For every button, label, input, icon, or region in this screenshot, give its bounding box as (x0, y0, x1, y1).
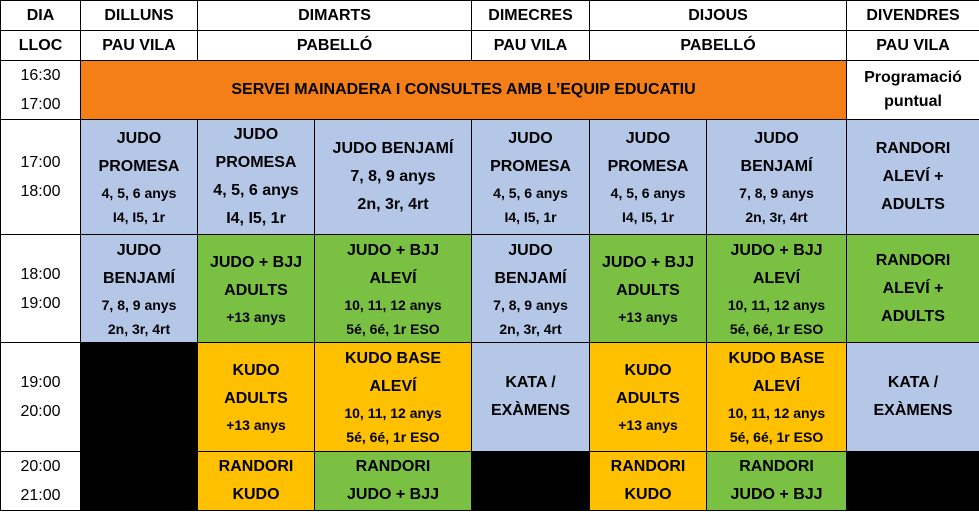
class-cell (707, 235, 847, 343)
cell-line: KUDO BASE (345, 350, 442, 367)
class-cell (847, 235, 979, 343)
header-place-wednesday: PAU VILA (472, 31, 590, 61)
cell-line: JUDO + BJJ (209, 253, 303, 271)
cell-line: 2n, 3r, 4rt (357, 196, 429, 213)
cell-line: JUDO + BJJ (730, 241, 823, 259)
cell-line: ALEVÍ + (882, 168, 944, 185)
cell-line: 10, 11, 12 anys (727, 405, 826, 421)
cell-line: ADULTS (616, 281, 680, 299)
time-end: 20:00 (20, 403, 61, 420)
cell-line: 4, 5, 6 anys (101, 185, 177, 201)
cell-line: +13 anys (618, 417, 678, 433)
class-cell (315, 235, 472, 343)
time-cell (1, 120, 81, 235)
time-cell (1, 61, 81, 120)
time-cell (1, 452, 81, 511)
cell-line: 7, 8, 9 anys (493, 296, 568, 313)
class-cell (198, 343, 315, 452)
cell-line: KATA / (887, 374, 939, 391)
cell-line: I4, I5, 1r (621, 209, 675, 225)
cell-line: EXÀMENS (490, 402, 571, 419)
cell-line: 5é, 6é, 1r ESO (346, 429, 440, 445)
header-place-monday: PAU VILA (81, 31, 198, 61)
cell-line: JUDO (625, 130, 671, 147)
cell-line: puntual (884, 93, 942, 110)
class-cell (472, 343, 590, 452)
time-end: 17:00 (20, 96, 61, 113)
cell-line: JUDO + BJJ (346, 241, 440, 259)
time-cell (1, 235, 81, 343)
cell-line: ADULTS (881, 196, 945, 213)
cell-line: 7, 8, 9 anys (739, 185, 814, 201)
cell-line: ALEVÍ (369, 269, 417, 287)
header-row-day (1, 1, 979, 31)
class-cell (81, 235, 198, 343)
class-cell (472, 120, 590, 235)
cell-line: I4, I5, 1r (504, 209, 557, 225)
cell-line: I4, I5, 1r (112, 209, 166, 225)
cell-line: 10, 11, 12 anys (727, 296, 826, 313)
cell-line: JUDO + BJJ (730, 486, 823, 503)
cell-line: PROMESA (490, 158, 571, 175)
cell-line: ADULTS (616, 390, 680, 407)
cell-line: 10, 11, 12 anys (344, 405, 442, 421)
row-1700 (1, 120, 979, 235)
class-cell (315, 452, 472, 511)
cell-line: 10, 11, 12 anys (344, 296, 442, 313)
cell-line: PROMESA (607, 158, 689, 175)
cell-line: 7, 8, 9 anys (350, 168, 436, 185)
class-cell (472, 235, 590, 343)
time-end: 19:00 (20, 294, 61, 312)
cell-line: 2n, 3r, 4rt (745, 209, 808, 225)
cell-line: EXÀMENS (873, 402, 953, 419)
class-cell (707, 452, 847, 511)
class-cell (590, 235, 707, 343)
header-day-friday: DIVENDRES (847, 1, 979, 31)
class-cell (198, 235, 315, 343)
time-end: 18:00 (20, 183, 61, 200)
header-place-friday: PAU VILA (847, 31, 979, 61)
cell-line: BENJAMÍ (740, 158, 813, 175)
cell-line: ALEVÍ (369, 378, 417, 395)
cell-line: JUDO (233, 126, 279, 143)
cell-line: 7, 8, 9 anys (101, 296, 177, 313)
cell-line: 4, 5, 6 anys (610, 185, 686, 201)
class-cell (590, 120, 707, 235)
header-dia: DIA (1, 1, 81, 31)
cell-line: I4, I5, 1r (226, 210, 286, 227)
cell-line: KUDO (624, 362, 672, 379)
header-place-thursday: PABELLÓ (590, 31, 847, 61)
cell-line: KUDO (232, 362, 280, 379)
cell-line: 5é, 6é, 1r ESO (729, 320, 824, 337)
class-cell (198, 120, 315, 235)
cell-line: JUDO BENJAMÍ (332, 140, 454, 157)
class-cell (315, 343, 472, 452)
cell-line: ADULTS (881, 307, 945, 325)
cell-line: +13 anys (226, 308, 286, 325)
cell-line: KATA / (505, 374, 556, 391)
time-start: 19:00 (20, 374, 61, 391)
cell-line: JUDO (754, 130, 799, 147)
cell-line: JUDO (116, 241, 162, 259)
class-cell (590, 452, 707, 511)
banner-text: SERVEI MAINADERA I CONSULTES AMB L’EQUIP EDUCATIU (231, 81, 696, 99)
cell-line: PROMESA (215, 154, 297, 171)
cell-line: RANDORI (875, 251, 951, 269)
time-start: 17:00 (20, 154, 61, 171)
time-start: 16:30 (20, 67, 61, 84)
header-place-tuesday: PABELLÓ (198, 31, 472, 61)
cell-line: RANDORI (218, 458, 294, 475)
time-start: 20:00 (20, 458, 61, 475)
class-cell (81, 120, 198, 235)
cell-line: ADULTS (224, 390, 288, 407)
header-day-tuesday: DIMARTS (198, 1, 472, 31)
header-day-wednesday: DIMECRES (472, 1, 590, 31)
header-lloc: LLOC (1, 31, 81, 61)
cell-line: ALEVÍ + (882, 279, 944, 297)
class-cell (590, 343, 707, 452)
cell-line: PROMESA (98, 158, 180, 175)
row-1800 (1, 235, 979, 343)
cell-line: ADULTS (224, 281, 288, 299)
cell-line: KUDO BASE (728, 350, 825, 367)
cell-line: 5é, 6é, 1r ESO (729, 429, 824, 445)
header-row-place (1, 31, 979, 61)
cell-line: +13 anys (226, 417, 286, 433)
cell-line: 4, 5, 6 anys (493, 185, 568, 201)
cell-line: RANDORI (875, 140, 951, 157)
cell-line: 4, 5, 6 anys (213, 182, 299, 199)
time-start: 18:00 (20, 265, 61, 283)
cell-line: ALEVÍ (752, 378, 801, 395)
class-cell (847, 120, 979, 235)
empty-cell (81, 343, 198, 511)
row-1630 (1, 61, 979, 120)
cell-line: KUDO (624, 486, 672, 503)
header-day-thursday: DIJOUS (590, 1, 847, 31)
cell-line: RANDORI (355, 458, 431, 475)
childcare-banner (81, 61, 847, 120)
class-cell (847, 343, 979, 452)
class-cell (198, 452, 315, 511)
class-cell (707, 343, 847, 452)
cell-line: BENJAMÍ (102, 269, 175, 287)
cell-line: JUDO + BJJ (601, 253, 695, 271)
empty-cell (472, 452, 590, 511)
cell-line: KUDO (232, 486, 280, 503)
time-cell (1, 343, 81, 452)
cell-line: Programació (864, 69, 962, 86)
row-1900 (1, 343, 979, 452)
friday-special-cell (847, 61, 979, 120)
cell-line: 5é, 6é, 1r ESO (346, 320, 440, 337)
cell-line: RANDORI (610, 458, 686, 475)
cell-line: 2n, 3r, 4rt (499, 320, 562, 337)
cell-line: JUDO + BJJ (346, 486, 440, 503)
cell-line: 2n, 3r, 4rt (107, 320, 171, 337)
cell-line: ALEVÍ (752, 269, 801, 287)
cell-line: JUDO (508, 130, 553, 147)
cell-line: JUDO (508, 241, 553, 259)
cell-line: +13 anys (618, 308, 678, 325)
cell-line: RANDORI (739, 458, 814, 475)
header-day-monday: DILLUNS (81, 1, 198, 31)
class-cell (707, 120, 847, 235)
time-end: 21:00 (20, 487, 61, 504)
cell-line: BENJAMÍ (494, 269, 567, 287)
class-cell (315, 120, 472, 235)
cell-line: JUDO (116, 130, 162, 147)
empty-cell (847, 452, 979, 511)
